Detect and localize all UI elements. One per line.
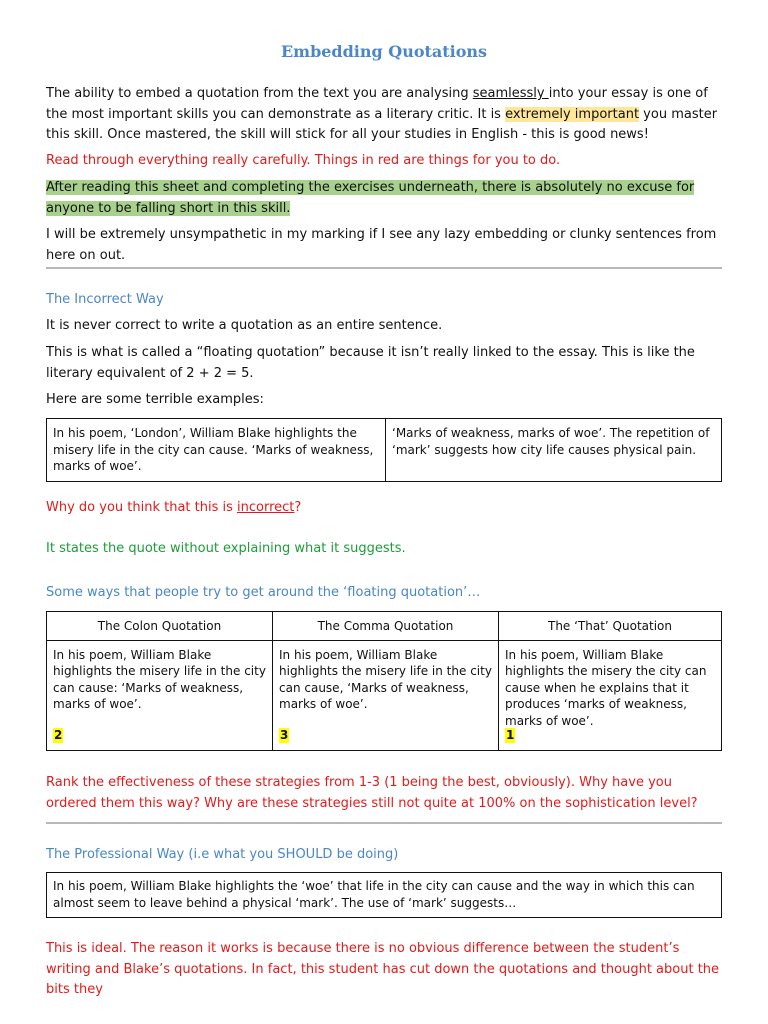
intro-text-c: you master this skill. Once mastered, the skill will stick for all your studies in English - this is good news! xyxy=(46,106,718,142)
section-divider xyxy=(46,267,722,269)
green-highlight-paragraph xyxy=(46,178,722,219)
quotation-strategies-table xyxy=(46,611,722,751)
intro-underlined-word: seamlessly xyxy=(472,86,549,101)
column-header: The ‘That’ Quotation xyxy=(499,612,722,641)
rank-task xyxy=(46,773,722,814)
question-text-b: ? xyxy=(294,500,302,515)
professional-example-cell: In his poem, William Blake highlights the ‘woe’ that life in the city can cause and the way in which this can almost seem to leave behind a physical ‘mark’. The use of ‘mark’ suggests… xyxy=(47,873,722,918)
warning-paragraph xyxy=(46,225,722,266)
workarounds-heading xyxy=(46,583,722,604)
terrible-examples-table xyxy=(46,418,722,482)
red-instruction-text: Read through everything really carefully. Things in red are things for you to do. xyxy=(46,153,561,168)
intro-text-b: into your essay is one of the most important skills you can demonstrate as a literary critic. It is xyxy=(46,86,708,122)
answer-paragraph xyxy=(46,539,722,560)
question-underlined: incorrect xyxy=(237,500,295,515)
professional-note xyxy=(46,939,722,1001)
strategy-cell xyxy=(273,640,499,750)
strategy-text: In his poem, William Blake highlights the misery life in the city can cause: ‘Marks of weakness, marks of woe’. xyxy=(53,647,266,711)
question-text-a: Why do you think that this is xyxy=(46,500,238,515)
example-cell: In his poem, ‘London’, William Blake highlights the misery life in the city can cause. ‘Marks of weakness, marks of woe’. xyxy=(47,419,386,482)
workarounds-heading-text: Some ways that people try to get around the ‘floating quotation’… xyxy=(46,585,481,600)
intro-text-a: The ability to embed a quotation from the text you are analysing xyxy=(46,86,473,101)
rank-value: 1 xyxy=(506,727,515,742)
incorrect-paragraph-1 xyxy=(46,316,722,337)
rank-value: 2 xyxy=(54,727,63,742)
warning-text: I will be extremely unsympathetic in my marking if I see any lazy embedding or clunky sentences from here on out. xyxy=(46,227,717,263)
incorrect-heading xyxy=(46,290,722,311)
professional-note-text: This is ideal. The reason it works is because there is no obvious difference between the student’s writing and Blake’s quotations. In fact, this student has cut down the quotations and thought about the bits they xyxy=(46,941,720,997)
incorrect-text-1: It is never correct to write a quotation as an entire sentence. xyxy=(46,318,443,333)
column-header: The Comma Quotation xyxy=(273,612,499,641)
example-cell: ‘Marks of weakness, marks of woe’. The repetition of ‘mark’ suggests how city life causes physical pain. xyxy=(386,419,722,482)
table-row xyxy=(47,640,722,750)
answer-text: It states the quote without explaining what it suggests. xyxy=(46,541,406,556)
strategy-text: In his poem, William Blake highlights the misery the city can cause when he explains that it produces ‘marks of weakness, marks of woe’. xyxy=(505,647,707,728)
green-highlight-text: After reading this sheet and completing the exercises underneath, there is absolutely no excuse for anyone to be falling short in this skill. xyxy=(46,180,695,216)
section-divider xyxy=(46,822,722,824)
strategy-cell xyxy=(47,640,273,750)
intro-paragraph xyxy=(46,84,722,146)
incorrect-paragraph-3 xyxy=(46,390,722,411)
intro-highlight: extremely important xyxy=(505,106,640,122)
table-row xyxy=(47,419,722,482)
question-paragraph xyxy=(46,498,722,519)
strategy-cell xyxy=(499,640,722,750)
table-header-row xyxy=(47,612,722,641)
red-instruction xyxy=(46,151,722,172)
page-title: Embedding Quotations xyxy=(280,42,488,61)
professional-example-table xyxy=(46,872,722,918)
rank-value: 3 xyxy=(280,727,289,742)
professional-heading xyxy=(46,845,722,866)
incorrect-paragraph-2 xyxy=(46,343,722,384)
incorrect-text-3: Here are some terrible examples: xyxy=(46,392,264,407)
incorrect-text-2: This is what is called a “floating quotation” because it isn’t really linked to the essay. This is like the literary equivalent of 2 + 2 = 5. xyxy=(46,345,695,381)
table-row xyxy=(47,873,722,918)
professional-heading-text: The Professional Way (i.e what you SHOULD be doing) xyxy=(46,847,399,862)
column-header: The Colon Quotation xyxy=(47,612,273,641)
strategy-text: In his poem, William Blake highlights the misery life in the city can cause, ‘Marks of weakness, marks of woe’. xyxy=(279,647,492,711)
rank-task-text: Rank the effectiveness of these strategies from 1-3 (1 being the best, obviously). Why have you ordered them this way? Why are these strategies still not quite at 100% on the sophistication level? xyxy=(46,775,698,811)
incorrect-heading-text: The Incorrect Way xyxy=(46,292,164,307)
